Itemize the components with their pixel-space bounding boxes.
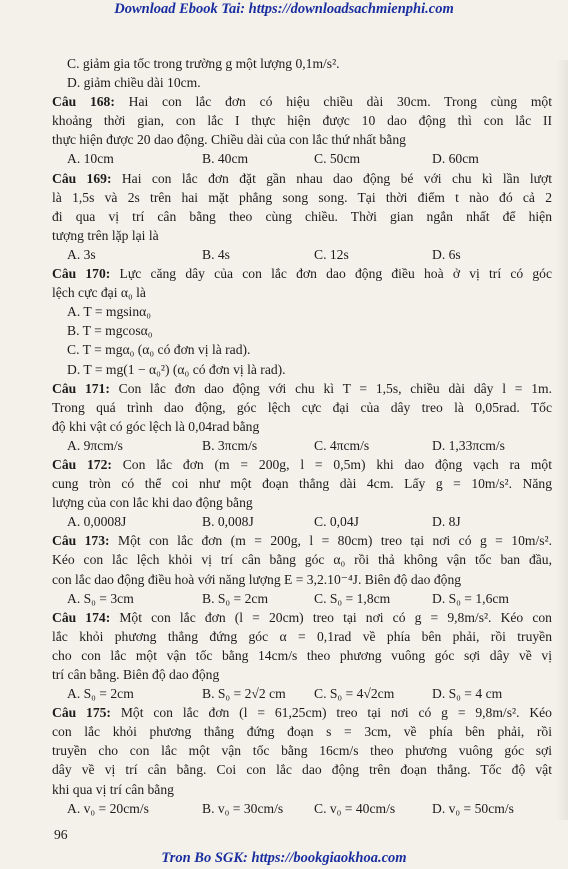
answer-option: D. v₀ = 50cm/s	[432, 800, 514, 816]
answer-option: D. 60cm	[432, 151, 479, 167]
question-number: Câu 168:	[52, 94, 115, 110]
answer-options-row	[52, 684, 552, 703]
line-text: thực hiện được 20 dao động. Chiều dài của con lắc thứ nhất bằng	[52, 132, 406, 148]
answer-option-line	[52, 360, 552, 379]
line-text: D. giảm chiều dài 10cm.	[67, 75, 201, 91]
answer-option: A. S₀ = 3cm	[67, 590, 134, 606]
answer-option: C. S₀ = 1,8cm	[314, 590, 391, 606]
text-line	[52, 570, 552, 589]
text-line	[52, 169, 552, 188]
line-text: trí cân bằng. Biên độ dao động	[52, 667, 220, 682]
answer-option-line	[52, 302, 552, 321]
answer-option: B. S₀ = 2cm	[202, 590, 269, 606]
text-line	[52, 455, 552, 474]
text-line	[52, 531, 552, 550]
answer-option: C. 4πcm/s	[314, 437, 370, 453]
line-text: khoảng thời gian, con lắc I thực hiện được 10 dao động thì con lắc II	[52, 113, 552, 129]
question-number: Câu 170:	[52, 266, 111, 282]
text-line	[52, 627, 552, 646]
line-text: lắc khỏi phương thẳng đứng góc α = 0,1rad về phía bên phải, rồi truyền	[52, 628, 552, 644]
text-line	[52, 780, 552, 799]
answer-option: A. S₀ = 2cm	[67, 686, 134, 702]
footer-link[interactable]: Tron Bo SGK: https://bookgiaokhoa.com	[161, 850, 407, 866]
line-text: cho con lắc một vận tốc bằng 14cm/s theo phương vuông góc sợi dây về vị	[52, 647, 552, 663]
line-text: Con lắc đơn dao động với chu kì T = 1,5s, chiều dài dây l = 1m.	[109, 380, 552, 396]
line-text: Hai con lắc đơn có hiệu chiều dài 30cm. Trong cùng một	[114, 94, 552, 110]
answer-option: A. 0,0008J	[67, 514, 127, 530]
question-number: Câu 172:	[52, 456, 112, 472]
answer-option: D. 1,33πcm/s	[432, 437, 505, 453]
answer-option: C. 0,04J	[314, 514, 359, 530]
answer-option: C. v₀ = 40cm/s	[314, 800, 396, 816]
line-text: Lực căng dây của con lắc đơn dao động điều hoà ở vị trí có góc	[110, 266, 552, 282]
text-line	[52, 741, 552, 760]
answer-option-line	[52, 340, 552, 359]
answer-option: B. 40cm	[202, 151, 249, 167]
text-line	[52, 417, 552, 436]
answer-option: D. 6s	[432, 246, 461, 262]
text-line	[52, 130, 552, 149]
answer-option: A. 10cm	[67, 151, 114, 167]
line-text: con lắc khỏi phương thẳng đứng đoạn s = 3cm, về phía bên phải, rồi	[52, 724, 552, 740]
text-line	[52, 226, 552, 245]
answer-options-row	[52, 589, 552, 608]
line-text: B. T = mgcosα₀	[67, 323, 153, 339]
question-number: Câu 173:	[52, 533, 110, 549]
answer-option-line	[52, 321, 552, 340]
text-line	[52, 608, 552, 627]
question-number: Câu 169:	[52, 170, 112, 186]
text-line	[52, 493, 552, 512]
answer-option: D. S₀ = 4 cm	[432, 686, 503, 702]
answer-options-row	[52, 245, 552, 264]
line-text: Một con lắc đơn (m = 200g, l = 80cm) treo tại nơi có g = 10m/s².	[109, 533, 552, 549]
answer-option: B. S₀ = 2√2 cm	[202, 686, 286, 702]
line-text: D. T = mg(1 − α₀²) (α₀ có đơn vị là rad).	[67, 361, 286, 377]
line-text: Một con lắc đơn (l = 61,25cm) treo tại nơi có g = 9,8m/s². Kéo	[110, 705, 552, 721]
text-line	[52, 398, 552, 417]
answer-option: A. 9πcm/s	[67, 437, 123, 453]
question-number: Câu 171:	[52, 380, 110, 396]
answer-option: A. v₀ = 20cm/s	[67, 800, 149, 816]
text-line	[52, 646, 552, 665]
answer-option: B. 3πcm/s	[202, 437, 258, 453]
line-text: đi qua vị trí cân bằng theo cùng chiều. Thời gian ngắn nhất để hiện	[52, 208, 552, 224]
text-line	[52, 474, 552, 493]
page-content	[52, 54, 552, 818]
download-header-link[interactable]: Download Ebook Tai: https://downloadsachmienphi.com	[114, 1, 454, 17]
answer-option: B. v₀ = 30cm/s	[202, 800, 284, 816]
text-line	[52, 550, 552, 569]
line-text: C. T = mgα₀ (α₀ có đơn vị là rad).	[67, 342, 251, 358]
line-text: cung tròn có thể coi như một đoạn thẳng dài 4cm. Lấy g = 10m/s². Năng	[52, 476, 552, 492]
answer-options-row	[52, 512, 552, 531]
question-number: Câu 175:	[52, 705, 111, 721]
line-text: A. T = mgsinα₀	[67, 304, 151, 320]
answer-option: A. 3s	[67, 246, 96, 262]
text-line	[52, 760, 552, 779]
answer-option: C. 12s	[314, 246, 349, 262]
line-text: Hai con lắc đơn đặt gần nhau dao động bé với chu kì lần lượt	[111, 170, 552, 186]
answer-option: B. 4s	[202, 246, 230, 262]
line-text: Trong quá trình dao động, góc lệch cực đại của dây treo là 0,05rad. Tốc	[52, 399, 552, 415]
answer-options-row	[52, 149, 552, 168]
answer-option: D. 8J	[432, 514, 461, 530]
text-line	[52, 111, 552, 130]
line-text: khi qua vị trí cân bằng	[52, 781, 174, 797]
question-number: Câu 174:	[52, 609, 111, 625]
text-line	[52, 722, 552, 741]
text-line	[52, 264, 552, 283]
text-line	[52, 188, 552, 207]
page-number: 96	[54, 827, 68, 842]
line-text: Con lắc đơn (m = 200g, l = 0,5m) khi dao động vạch ra một	[111, 456, 552, 472]
text-line	[52, 703, 552, 722]
text-line	[52, 283, 552, 302]
answer-options-row	[52, 436, 552, 455]
text-line	[52, 207, 552, 226]
answer-option: C. 50cm	[314, 151, 361, 167]
line-text: lệch cực đại α₀ là	[52, 285, 146, 301]
text-line	[52, 379, 552, 398]
line-text: tượng trên lặp lại là	[52, 227, 159, 243]
answer-option-line	[52, 73, 552, 92]
line-text: Một con lắc đơn (l = 20cm) treo tại nơi có g = 9,8m/s². Kéo con	[110, 609, 552, 625]
answer-option-line	[52, 54, 552, 73]
answer-option: D. S₀ = 1,6cm	[432, 590, 509, 606]
line-text: là 1,5s và 2s trên hai mặt phẳng song song. Tại thời điểm t nào đó cả 2	[52, 189, 552, 205]
page-edge-shadow	[555, 60, 568, 820]
answer-option: C. S₀ = 4√2cm	[314, 686, 395, 702]
text-line	[52, 92, 552, 111]
line-text: Kéo con lắc lệch khỏi vị trí cân bằng góc α₀ rồi thả không vận tốc ban đầu,	[52, 552, 552, 568]
line-text: dây về vị trí cân bằng. Coi con lắc dao động trên đoạn thẳng. Tốc độ vật	[52, 762, 552, 778]
text-line	[52, 665, 552, 684]
line-text: con lắc dao động điều hoà với năng lượng E = 3,2.10⁻⁴J. Biên độ dao động	[52, 571, 462, 587]
answer-options-row	[52, 799, 552, 818]
line-text: độ khi vật có góc lệch là 0,04rad bằng	[52, 418, 260, 434]
answer-option: B. 0,008J	[202, 514, 254, 530]
line-text: lượng của con lắc khi dao động bằng	[52, 495, 253, 511]
line-text: C. giảm gia tốc trong trường g một lượng 0,1m/s².	[67, 56, 340, 71]
line-text: truyền cho con lắc một vận tốc bằng 16cm/s theo phương vuông góc sợi	[52, 743, 552, 759]
